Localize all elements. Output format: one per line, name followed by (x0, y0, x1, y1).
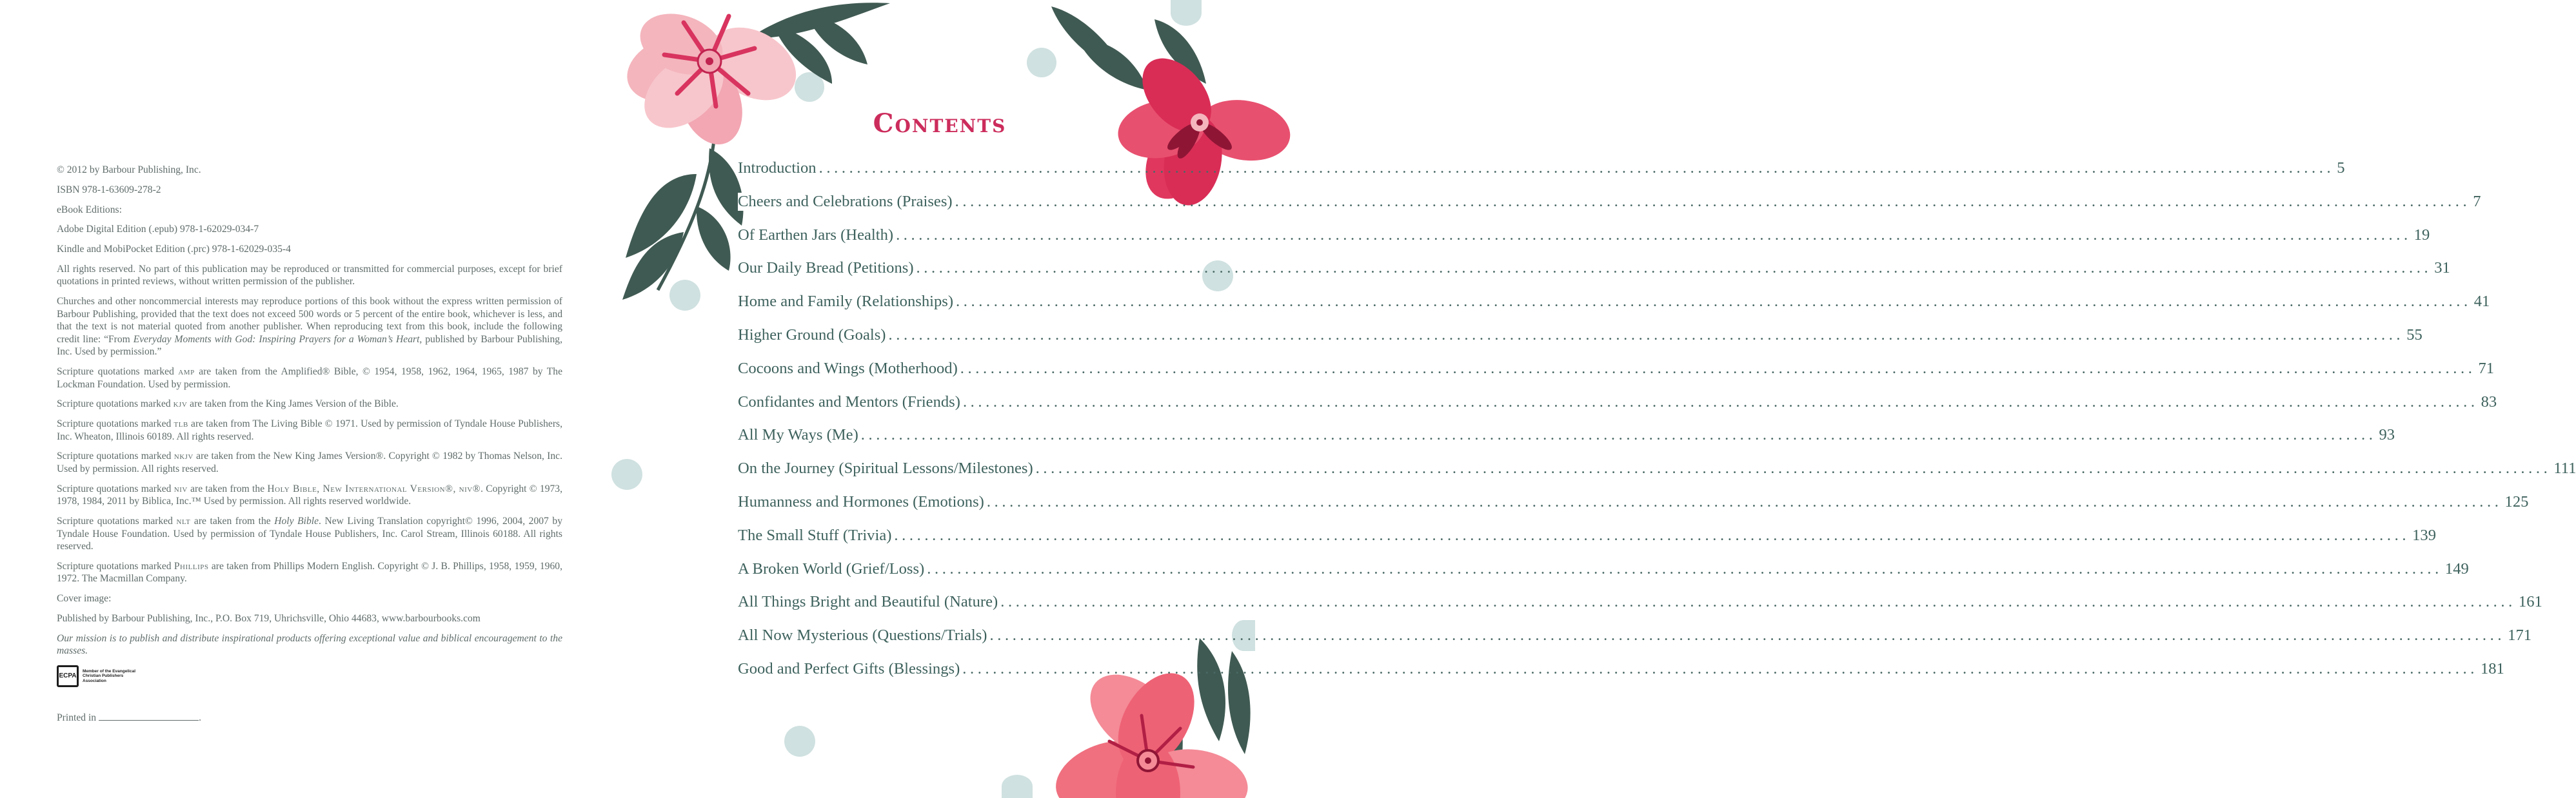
adobe-edition-line: Adobe Digital Edition (.epub) 978-1-62029-034-7 (57, 224, 259, 235)
nlt-paragraph: Scripture quotations marked nlt are taken from the Holy Bible. New Living Translation copyright© 1996, 2004, 2007 by Tyndale House Foundation. Used by permission of Tyndale House Publishers, Inc. Carol Stream, Illinois 60188. All rights reserved. (57, 516, 562, 552)
contents-title: Contents (873, 108, 1007, 139)
toc-dot-leader: ........................................................................................................................................................................................................ (888, 326, 2404, 344)
toc-entry-title: Cocoons and Wings (Motherhood) (738, 360, 960, 378)
toc-entry-title: Home and Family (Relationships) (738, 293, 956, 311)
toc-dot-leader: ........................................................................................................................................................................................................ (860, 426, 2377, 444)
toc-entry-title: On the Journey (Spiritual Lessons/Milestones) (738, 460, 1036, 478)
toc-entry-page: 71 (2475, 360, 2494, 378)
rights-paragraph: All rights reserved. No part of this publication may be reproduced or transmitted for commercial purposes, except for brief quotations in printed reviews, without written permission of the publisher. (57, 263, 562, 287)
kjv-paragraph: Scripture quotations marked kjv are taken from the King James Version of the Bible. (57, 398, 399, 410)
kindle-edition-line: Kindle and MobiPocket Edition (.prc) 978-1-62029-035-4 (57, 244, 291, 255)
toc-entry-page: 93 (2376, 426, 2395, 444)
toc-entry-title: Confidantes and Mentors (Friends) (738, 393, 963, 411)
toc-entry-title: All My Ways (Me) (738, 426, 861, 444)
toc-entry (738, 192, 2481, 226)
toc-entry-title: Humanness and Hormones (Emotions) (738, 493, 987, 511)
toc-entry (738, 492, 2529, 527)
contents-page (619, 0, 2576, 798)
pink-flower-icon (1032, 683, 1255, 798)
toc-entry-title: All Things Bright and Beautiful (Nature) (738, 593, 1000, 611)
toc-entry-page: 55 (2404, 326, 2422, 344)
toc-entry-page: 5 (2334, 159, 2344, 177)
decor-dot (611, 459, 642, 490)
toc-entry-page: 31 (2432, 259, 2450, 277)
toc-entry (738, 326, 2422, 360)
toc-entry-title: Introduction (738, 159, 819, 177)
churches-paragraph: Churches and other noncommercial interests may reproduce portions of this book without the express written permission of Barbour Publishing, provided that the text does not exceed 500 words or 5 percent of the entire book, whichever is less, and that the text is not material quoted from another publisher. When reproducing text from this book, include the following credit line: “From Everyday Moments with God: Inspiring Prayers for a Woman’s Heart, published by Barbour Publishing, Inc. Used by permission.” (57, 296, 562, 358)
nkjv-paragraph: Scripture quotations marked nkjv are taken from the New King James Version®. Copyright © 1982 by Thomas Nelson, Inc. Used by permission. All rights reserved. (57, 451, 562, 474)
toc-dot-leader: ........................................................................................................................................................................................................ (962, 659, 2478, 677)
toc-entry (738, 560, 2469, 594)
mission-statement: Our mission is to publish and distribute inspirational products offering exceptional value and biblical encouragement to the masses. (57, 632, 562, 657)
toc-entry-title: All Now Mysterious (Questions/Trials) (738, 627, 989, 645)
isbn-line: ISBN 978-1-63609-278-2 (57, 184, 161, 195)
toc-dot-leader: ........................................................................................................................................................................................................ (986, 492, 2502, 511)
toc-dot-leader: ........................................................................................................................................................................................................ (927, 560, 2442, 578)
toc-dot-leader: ........................................................................................................................................................................................................ (989, 627, 2506, 645)
copyright-page (0, 0, 619, 798)
toc-entry-title: Higher Ground (Goals) (738, 326, 889, 344)
toc-dot-leader: ........................................................................................................................................................................................................ (818, 159, 2335, 177)
phillips-paragraph: Scripture quotations marked Phillips are taken from Phillips Modern English. Copyright © J. B. Phillips, 1958, 1959, 1960, 1972. The Macmillan Company. (57, 560, 562, 585)
toc-entry-page: 7 (2470, 193, 2481, 211)
toc-entry-title: Cheers and Celebrations (Praises) (738, 193, 955, 211)
toc-entry-page: 161 (2516, 593, 2542, 611)
toc-dot-leader: ........................................................................................................................................................................................................ (916, 259, 2432, 277)
toc-dot-leader: ........................................................................................................................................................................................................ (960, 359, 2476, 377)
toc-entry (738, 293, 2490, 326)
toc-entry-title: Of Earthen Jars (Health) (738, 226, 896, 244)
ecpa-text: Member of the Evangelical Christian Publishers Association (83, 668, 135, 683)
decor-dot (784, 726, 815, 757)
toc-dot-leader: ........................................................................................................................................................................................................ (1000, 593, 2516, 611)
niv-paragraph: Scripture quotations marked niv are taken from the Holy Bible, New International Version®, niv®. Copyright © 1973, 1978, 1984, 2011 by Biblica, Inc.™ Used by permission. All rights reserved worldwide. (57, 483, 562, 507)
toc-entry (738, 226, 2430, 260)
cover-image-line: Cover image: (57, 593, 112, 605)
toc-entry-page: 171 (2505, 627, 2531, 645)
toc-entry-page: 19 (2412, 226, 2430, 244)
copyright-line: © 2012 by Barbour Publishing, Inc. (57, 164, 201, 175)
toc-dot-leader: ........................................................................................................................................................................................................ (894, 526, 2410, 544)
toc-entry (738, 526, 2436, 560)
toc-entry (738, 359, 2495, 393)
toc-dot-leader: ........................................................................................................................................................................................................ (955, 192, 2471, 210)
toc-dot-leader: ........................................................................................................................................................................................................ (896, 226, 2412, 244)
amp-paragraph: Scripture quotations marked amp are taken from the Amplified® Bible, © 1954, 1958, 1962, 1964, 1965, 1987 by The Lockman Foundation. Used by permission. (57, 366, 562, 390)
toc-entry-title: A Broken World (Grief/Loss) (738, 560, 927, 578)
published-by-line: Published by Barbour Publishing, Inc., P.O. Box 719, Uhrichsville, Ohio 44683, www.barbourbooks.com (57, 612, 481, 624)
tlb-paragraph: Scripture quotations marked tlb are taken from The Living Bible © 1971. Used by permission of Tyndale House Publishers, Inc. Wheaton, Illinois 60189. All rights reserved. (57, 418, 562, 442)
toc-entry-page: 111 (2551, 460, 2576, 478)
toc-entry-page: 41 (2472, 293, 2490, 311)
book-title: Everyday Moments with God: Inspiring Prayers for a Woman’s Heart (133, 333, 420, 345)
toc-entry-title: Our Daily Bread (Petitions) (738, 259, 916, 277)
toc-entry (738, 593, 2542, 627)
toc-entry-page: 139 (2410, 527, 2436, 545)
ebook-editions-line: eBook Editions: (57, 204, 122, 215)
toc-entry (738, 159, 2345, 193)
toc-entry-title: Good and Perfect Gifts (Blessings) (738, 660, 962, 678)
toc-entry-page: 149 (2442, 560, 2469, 578)
toc-entry (738, 460, 2576, 493)
printed-in-line (57, 712, 562, 725)
ecpa-mark: ECPA (57, 665, 79, 687)
toc-entry (738, 259, 2450, 293)
pink-flower-icon (614, 0, 807, 155)
printed-in-end: . (199, 712, 201, 723)
toc-entry-page: 181 (2478, 660, 2504, 678)
toc-entry (738, 627, 2532, 660)
decor-dot (1002, 775, 1033, 798)
toc-entry-title: The Small Stuff (Trivia) (738, 527, 894, 545)
toc-entry-page: 83 (2479, 393, 2497, 411)
copyright-block (57, 164, 562, 724)
toc-dot-leader: ........................................................................................................................................................................................................ (956, 293, 2472, 311)
toc-entry (738, 426, 2395, 460)
printed-in-blank (99, 712, 199, 721)
printed-in-label: Printed in (57, 712, 97, 723)
toc-entry (738, 659, 2504, 694)
toc-dot-leader: ........................................................................................................................................................................................................ (1035, 460, 2551, 478)
ecpa-logo-icon (57, 665, 562, 687)
toc-entry-page: 125 (2502, 493, 2529, 511)
toc-dot-leader: ........................................................................................................................................................................................................ (962, 393, 2479, 411)
table-of-contents (738, 159, 2576, 694)
toc-entry (738, 393, 2497, 427)
